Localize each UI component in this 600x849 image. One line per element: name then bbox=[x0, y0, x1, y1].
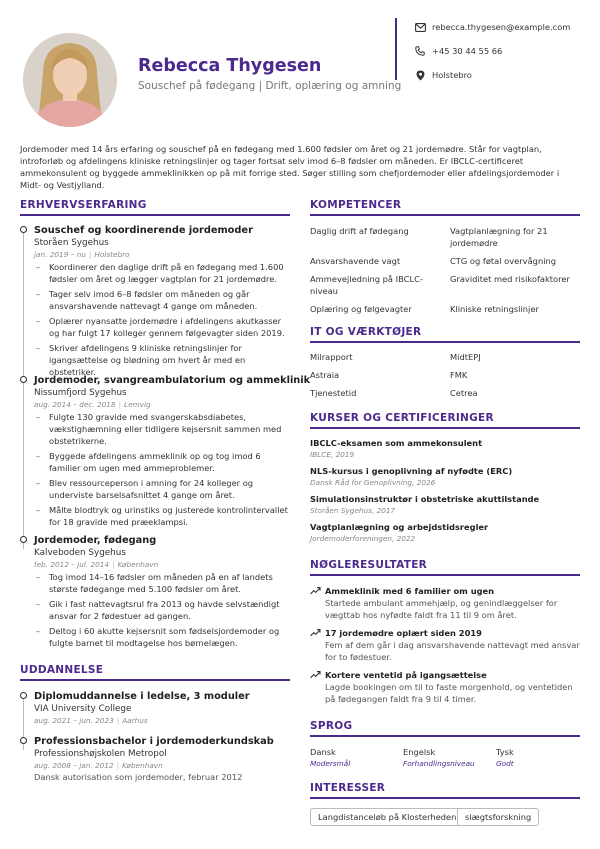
job-bullet: – Deltog i 60 akutte kejsersnit som fødselsjordemoder og fulgte barnet til modtagelse hos børnelægen. bbox=[34, 625, 294, 649]
job-title: Jordemoder, svangreambulatorium og ammeklinik bbox=[34, 375, 311, 386]
interest-tag: slægtsforskning bbox=[457, 808, 539, 826]
section-title-competencies: KOMPETENCER bbox=[310, 199, 402, 211]
job-bullet: – Tog imod 14–16 fødsler om måneden på en af landets største fødegange med 5.100 fødsler om året. bbox=[34, 571, 294, 595]
job-bullets bbox=[34, 261, 294, 378]
person-headline: Souschef på fødegang | Drift, oplæring og amning bbox=[138, 80, 402, 92]
language-entry bbox=[496, 746, 514, 769]
section-title-experience: ERHVERVSERFARING bbox=[20, 199, 147, 211]
school-name: VIA University College bbox=[34, 704, 132, 714]
language-entry bbox=[310, 746, 350, 769]
job-location: Holstebro bbox=[94, 250, 130, 259]
section-underline bbox=[310, 214, 580, 216]
school-name: Professionshøjskolen Metropol bbox=[34, 749, 167, 759]
job-company: Storåen Sygehus bbox=[34, 238, 109, 248]
job-location: Lemvig bbox=[124, 400, 151, 409]
language-level: Forhandlingsniveau bbox=[403, 759, 475, 768]
avatar bbox=[23, 33, 117, 127]
job-location: København bbox=[117, 560, 159, 569]
section-underline bbox=[310, 574, 580, 576]
result-description: Lagde bookingen om til to faste morgenhold, og ventetiden på fødegangen faldt fra 9 til 4 timer. bbox=[325, 682, 573, 704]
job-bullet: – Målte blodtryk og urinstiks og justerede kontrolintervallet for 18 gravide med præeklampsi. bbox=[34, 504, 294, 528]
result-entry bbox=[310, 585, 580, 621]
section-title-education: UDDANNELSE bbox=[20, 664, 104, 676]
education-meta: aug. 2008 – jan. 2012 | København bbox=[34, 761, 163, 770]
trend-up-icon bbox=[310, 586, 321, 595]
timeline-dot bbox=[20, 536, 27, 543]
language-level: Godt bbox=[496, 759, 514, 768]
competency-item: Oplæring og følgevagter bbox=[310, 304, 412, 314]
timeline-dot bbox=[20, 226, 27, 233]
language-entry bbox=[403, 746, 475, 769]
education-dates: aug. 2021 – jun. 2023 bbox=[34, 716, 114, 725]
course-issuer: Dansk Råd for Genoplivning, 2026 bbox=[310, 478, 436, 487]
contact-phone[interactable] bbox=[414, 45, 502, 57]
job-entry bbox=[34, 224, 294, 381]
education-entry bbox=[34, 735, 294, 783]
phone-icon bbox=[414, 45, 426, 57]
job-bullet: – Fulgte 130 gravide med svangerskabsdiabetes, vækstighæmning eller tidligere kejsersnit sammen med obstetrikerne. bbox=[34, 411, 294, 447]
section-title-tools: IT OG VÆRKTØJER bbox=[310, 326, 422, 338]
language-name: Tysk bbox=[496, 747, 514, 757]
result-title: Kortere ventetid på igangsættelse bbox=[325, 670, 487, 680]
education-entry bbox=[34, 690, 294, 726]
job-bullet: – Gik i fast nattevagtsrul fra 2013 og havde selvstændigt ansvar for 2 fødestuer ad gangen. bbox=[34, 598, 294, 622]
job-dates: aug. 2014 – dec. 2018 bbox=[34, 400, 116, 409]
portrait-photo bbox=[23, 33, 117, 127]
result-description: Startede ambulant ammehjælp, og genindlæggelser for vægttab hos nyfødte faldt fra 11 til 9 om året. bbox=[325, 598, 558, 620]
education-location: Aarhus bbox=[122, 716, 148, 725]
job-bullets bbox=[34, 411, 294, 528]
trend-up-icon bbox=[310, 628, 321, 637]
result-entry bbox=[310, 627, 580, 663]
course-issuer: Jordemoderforeningen, 2022 bbox=[310, 534, 416, 543]
education-meta: aug. 2021 – jun. 2023 | Aarhus bbox=[34, 716, 148, 725]
contact-email[interactable] bbox=[414, 21, 570, 33]
location-pin-icon bbox=[414, 69, 426, 81]
course-title: IBCLC-eksamen som ammekonsulent bbox=[310, 438, 483, 448]
section-underline bbox=[20, 679, 290, 681]
timeline-dot bbox=[20, 737, 27, 744]
competency-item: Ammevejledning på IBCLC-niveau bbox=[310, 274, 423, 296]
cv-header bbox=[0, 0, 600, 130]
competency-item: CTG og føtal overvågning bbox=[450, 256, 557, 266]
language-name: Dansk bbox=[310, 747, 336, 757]
job-dates: jan. 2019 – nu bbox=[34, 250, 86, 259]
course-entry bbox=[310, 465, 580, 488]
competency-grid bbox=[310, 225, 580, 315]
education-location: København bbox=[122, 761, 163, 770]
job-company: Kalveboden Sygehus bbox=[34, 548, 126, 558]
degree-title: Professionsbachelor i jordemoderkundskab bbox=[34, 736, 274, 747]
tool-item: Milrapport bbox=[310, 352, 353, 362]
competency-item: Kliniske retningslinjer bbox=[450, 304, 539, 314]
tool-item: FMK bbox=[450, 370, 468, 380]
education-note: Dansk autorisation som jordemoder, februar 2012 bbox=[34, 772, 243, 782]
job-company: Nissumfjord Sygehus bbox=[34, 388, 127, 398]
job-entry bbox=[34, 534, 294, 652]
language-level: Modersmål bbox=[310, 759, 351, 768]
job-bullet: – Koordinerer den daglige drift på en fødegang med 1.600 fødsler om året og lægger vagtplan for 21 jordemødre. bbox=[34, 261, 294, 285]
tool-item: Cetrea bbox=[450, 388, 478, 398]
course-issuer: Storåen Sygehus, 2017 bbox=[310, 506, 396, 515]
education-dates: aug. 2008 – jan. 2012 bbox=[34, 761, 114, 770]
tool-item: Astraia bbox=[310, 370, 340, 380]
result-entry bbox=[310, 669, 580, 705]
experience-timeline bbox=[23, 229, 24, 549]
job-meta: jan. 2019 – nu | Holstebro bbox=[34, 250, 130, 259]
contact-location bbox=[414, 69, 472, 81]
job-bullet: – Blev ressourceperson i amning for 24 kolleger og underviste barselsafsnittet 4 gange om året. bbox=[34, 477, 294, 501]
course-entry bbox=[310, 437, 580, 460]
course-issuer: IBLCE, 2019 bbox=[310, 450, 355, 459]
job-bullet: – Tager selv imod 6–8 fødsler om måneden og går ansvarshavende nattevagt 4 gange om måneden. bbox=[34, 288, 294, 312]
degree-title: Diplomuddannelse i ledelse, 3 moduler bbox=[34, 691, 250, 702]
job-bullet: – Skriver afdelingens 9 kliniske retningslinjer for igangsættelse og blødning om hvert år med en obstetriker. bbox=[34, 342, 294, 378]
section-underline bbox=[310, 427, 580, 429]
section-title-results: NØGLERESULTATER bbox=[310, 559, 428, 571]
course-title: Simulationsinstruktør i obstetriske akuttilstande bbox=[310, 494, 540, 504]
trend-up-icon bbox=[310, 670, 321, 679]
job-bullets bbox=[34, 571, 294, 649]
competency-item: Ansvarshavende vagt bbox=[310, 256, 401, 266]
section-title-courses: KURSER OG CERTIFICERINGER bbox=[310, 412, 494, 424]
course-entry bbox=[310, 521, 580, 544]
competency-item: Daglig drift af fødegang bbox=[310, 226, 409, 236]
course-title: NLS-kursus i genoplivning af nyfødte (ERC) bbox=[310, 466, 513, 476]
section-title-interests: INTERESSER bbox=[310, 782, 386, 794]
result-title: 17 jordemødre oplært siden 2019 bbox=[325, 628, 482, 638]
tool-item: Tjenestetid bbox=[310, 388, 357, 398]
result-title: Ammeklinik med 6 familier om ugen bbox=[325, 586, 495, 596]
section-title-languages: SPROG bbox=[310, 720, 353, 732]
header-divider bbox=[395, 18, 397, 80]
tools-grid bbox=[310, 351, 580, 399]
tool-item: MidtEPJ bbox=[450, 352, 481, 362]
competency-item: Vagtplanlægning for 21 jordemødre bbox=[450, 226, 548, 248]
envelope-icon bbox=[414, 21, 426, 33]
course-title: Vagtplanlægning og arbejdstidsregler bbox=[310, 522, 489, 532]
timeline-dot bbox=[20, 376, 27, 383]
section-underline bbox=[310, 341, 580, 343]
job-meta: aug. 2014 – dec. 2018 | Lemvig bbox=[34, 400, 151, 409]
job-dates: feb. 2012 – jul. 2014 bbox=[34, 560, 110, 569]
email-text[interactable]: rebecca.thygesen@example.com bbox=[432, 22, 571, 32]
timeline-dot bbox=[20, 692, 27, 699]
section-underline bbox=[310, 797, 580, 799]
phone-text[interactable]: +45 30 44 55 66 bbox=[432, 46, 503, 56]
job-entry bbox=[34, 374, 311, 531]
job-title: Jordemoder, fødegang bbox=[34, 535, 157, 546]
course-entry bbox=[310, 493, 580, 516]
job-title: Souschef og koordinerende jordemoder bbox=[34, 225, 253, 236]
profile-summary: Jordemoder med 14 års erfaring og souschef på en fødegang med 1.600 fødsler om året og 21 jordemødre. Står for vagtplan, introforløb og afdelingens kliniske retningslinjer og tager fortsat selv imod 6–8 fødsler om måneden. Er IBCLC-certificeret ammekonsulent og byggede ammeklinikken op på mit forrige sted. Søger stilling som chefjordemoder eller afdelingsjordemoder i Midt- og Vestjylland. bbox=[20, 144, 560, 190]
language-name: Engelsk bbox=[403, 747, 436, 757]
section-underline bbox=[20, 214, 290, 216]
job-meta: feb. 2012 – jul. 2014 | København bbox=[34, 560, 159, 569]
job-bullet: – Oplærer nyansatte jordemødre i afdelingens akutkasser og har fulgt 17 kolleger gennem følgevagter siden 2019. bbox=[34, 315, 294, 339]
interest-tag: Langdistanceløb på Klosterheden bbox=[310, 808, 464, 826]
person-name: Rebecca Thygesen bbox=[138, 56, 322, 76]
section-underline bbox=[310, 735, 580, 737]
job-bullet: – Byggede afdelingens ammeklinik op og tog imod 6 familier om ugen med ammeproblemer. bbox=[34, 450, 294, 474]
result-description: Fem af dem går i dag ansvarshavende nattevagt med ansvar for to fødestuer. bbox=[325, 640, 580, 662]
location-text: Holstebro bbox=[432, 70, 472, 80]
competency-item: Graviditet med risikofaktorer bbox=[450, 274, 570, 284]
